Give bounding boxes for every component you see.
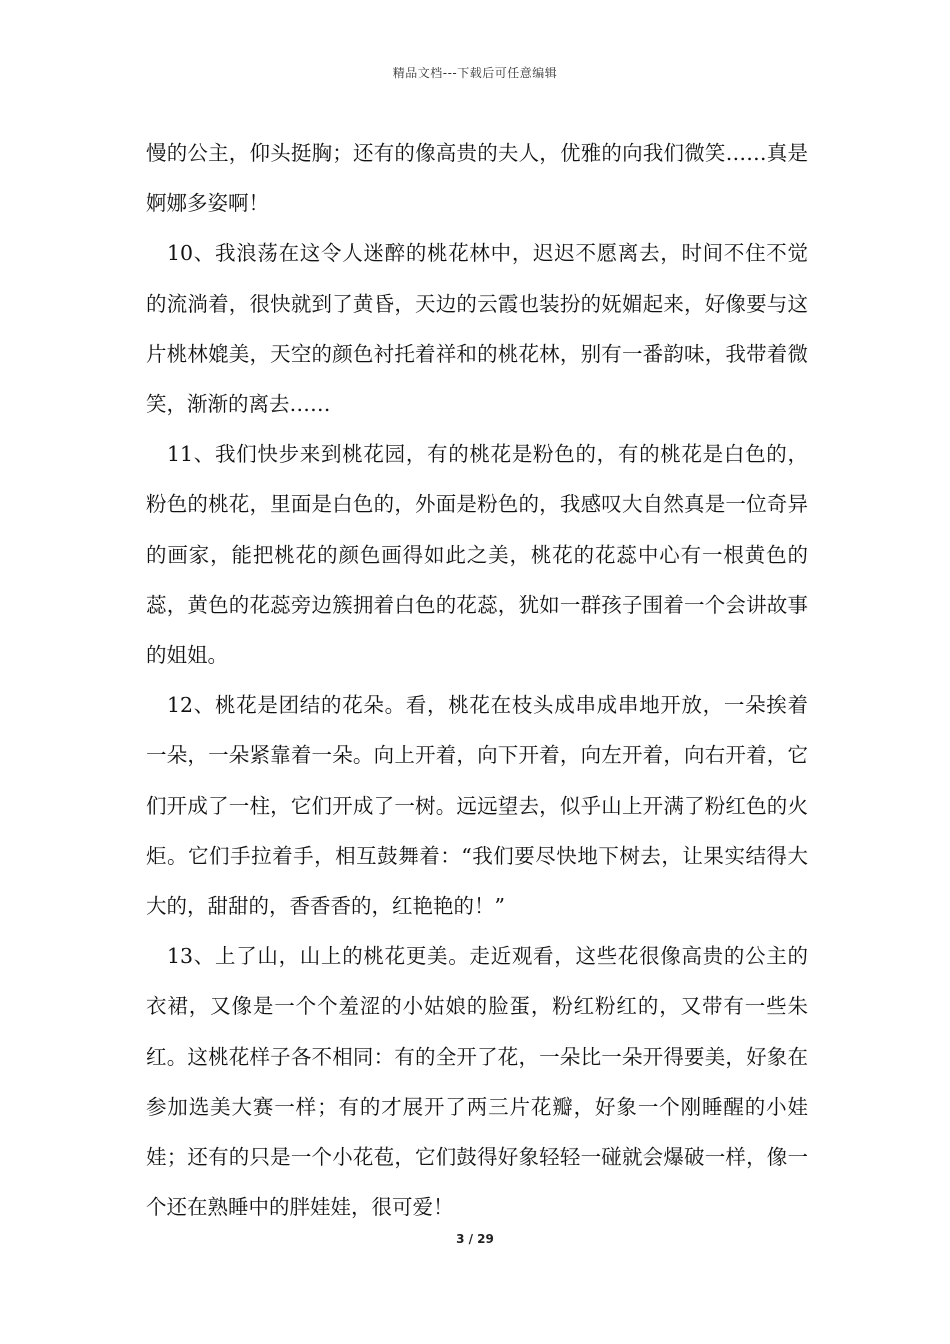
page-header: 精品文档---下载后可任意编辑 — [392, 66, 558, 80]
paragraph-12: 12、桃花是团结的花朵。看，桃花在枝头成串成串地开放，一朵挨着一朵，一朵紧靠着一朵。向上开着，向下开着，向左开着，向右开着，它们开成了一柱，它们开成了一树。远远望去，似乎山上开满了粉红色的火炬。它们手拉着手，相互鼓舞着：“我们要尽快地下树去，让果实结得大大的，甜甜的，香香香的，红艳艳的！” — [146, 693, 808, 919]
paragraph-11: 11、我们快步来到桃花园，有的桃花是粉色的，有的桃花是白色的，粉色的桃花，里面是白色的，外面是粉色的，我感叹大自然真是一位奇异的画家，能把桃花的颜色画得如此之美，桃花的花蕊中心有一根黄色的蕊，黄色的花蕊旁边簇拥着白色的花蕊，犹如一群孩子围着一个会讲故事的姐姐。 — [146, 442, 808, 668]
page-number: 3 / 29 — [456, 1232, 494, 1246]
paragraph-13: 13、上了山，山上的桃花更美。走近观看，这些花很像高贵的公主的衣裙，又像是一个个羞涩的小姑娘的脸蛋，粉红粉红的，又带有一些朱红。这桃花样子各不相同：有的全开了花，一朵比一朵开得要美，好象在参加选美大赛一样；有的才展开了两三片花瓣，好象一个刚睡醒的小娃娃；还有的只是一个小花苞，它们鼓得好象轻轻一碰就会爆破一样，像一个还在熟睡中的胖娃娃，很可爱！ — [146, 944, 808, 1220]
paragraph-10: 10、我浪荡在这令人迷醉的桃花林中，迟迟不愿离去，时间不住不觉的流淌着，很快就到了黄昏，天边的云霞也装扮的妩媚起来，好像要与这片桃林媲美，天空的颜色衬托着祥和的桃花林，别有一番韵味，我带着微笑，渐渐的离去…… — [146, 241, 808, 417]
paragraph-continuation: 慢的公主，仰头挺胸；还有的像高贵的夫人，优雅的向我们微笑……真是婀娜多姿啊！ — [146, 141, 808, 216]
document-body — [146, 128, 808, 1232]
